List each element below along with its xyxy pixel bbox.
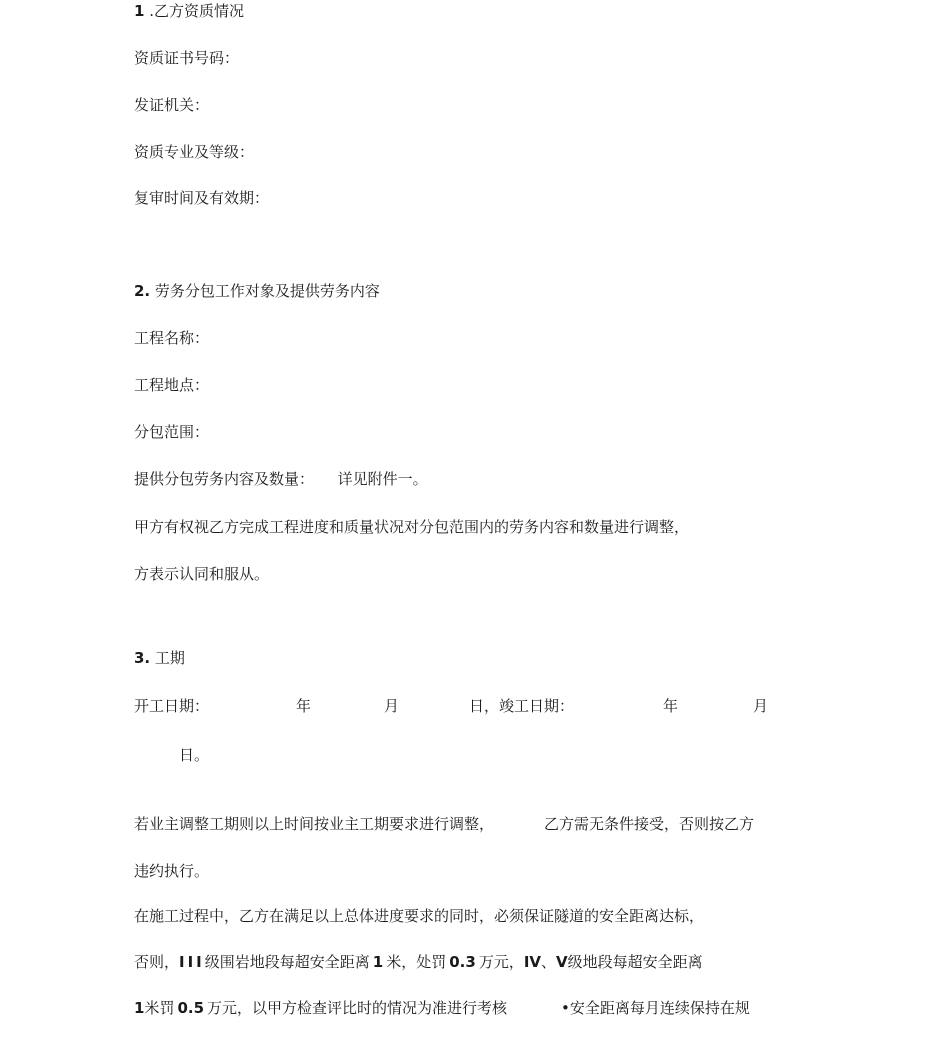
text-run: 、 [541,953,557,971]
number-run: 1 [372,953,384,971]
completion-year-unit: 年 [663,697,679,715]
paragraph-line [134,952,703,972]
labor-content-field [134,469,428,489]
section-1-heading [134,1,244,21]
paragraph-line: 乙方需无条件接受，否则按乙方 [544,815,755,833]
section-2-heading [134,281,380,301]
text-run: 级地段每超安全距离 [567,953,703,971]
paragraph-line: 在施工过程中，乙方在满足以上总体进度要求的同时，必须保证隧道的安全距离达标， [134,907,705,925]
start-month-unit: 月 [384,697,400,715]
labor-content-value: 详见附件一。 [337,470,428,488]
text-run: 级围岩地段每超安全距离 [204,953,370,971]
number-run: 0.3 [449,953,476,971]
paragraph-line: 甲方有权视乙方完成工程进度和质量状况对分包范围内的劳务内容和数量进行调整， [134,518,690,536]
grade-numeral: V [556,953,568,971]
paragraph-line: •安全距离每月连续保持在规 [561,999,750,1017]
start-year-unit: 年 [296,697,312,715]
specialty-grade-field: 资质专业及等级： [134,143,255,161]
cert-number-field: 资质证书号码： [134,49,240,67]
text-run: 否则， [134,953,180,971]
paragraph-line: 方表示认同和服从。 [134,565,270,583]
grade-numeral: III [179,953,205,971]
project-name-field: 工程名称： [134,329,210,347]
start-day-and-completion-label: 日，竣工日期： [469,697,575,715]
section-title: .乙方资质情况 [149,2,244,20]
completion-month-unit: 月 [753,697,769,715]
review-validity-field: 复审时间及有效期： [134,189,270,207]
section-number: 3. [134,649,151,667]
section-title: 工期 [154,649,185,667]
text-run: 万元，以甲方检查评比时的情况为准进行考核 [207,999,508,1017]
text-run: 米，处罚 [386,953,447,971]
number-run: 1 [134,999,145,1017]
section-title: 劳务分包工作对象及提供劳务内容 [154,282,380,300]
grade-numeral: IV [523,953,542,971]
text-run: 万元， [478,953,524,971]
text-run: 米罚 [144,999,175,1017]
paragraph-line: 若业主调整工期则以上时间按业主工期要求进行调整， [134,815,495,833]
labor-content-label: 提供分包劳务内容及数量： [134,470,315,488]
section-number: 1 [134,2,145,20]
scope-field: 分包范围： [134,423,210,441]
section-3-heading [134,648,185,668]
start-date-label: 开工日期： [134,697,210,715]
issuer-field: 发证机关： [134,96,210,114]
completion-day-unit: 日。 [179,746,210,764]
project-location-field: 工程地点： [134,376,210,394]
paragraph-line: 违约执行。 [134,862,210,880]
section-number: 2. [134,282,151,300]
number-run: 0.5 [177,999,205,1017]
paragraph-line [134,998,507,1018]
